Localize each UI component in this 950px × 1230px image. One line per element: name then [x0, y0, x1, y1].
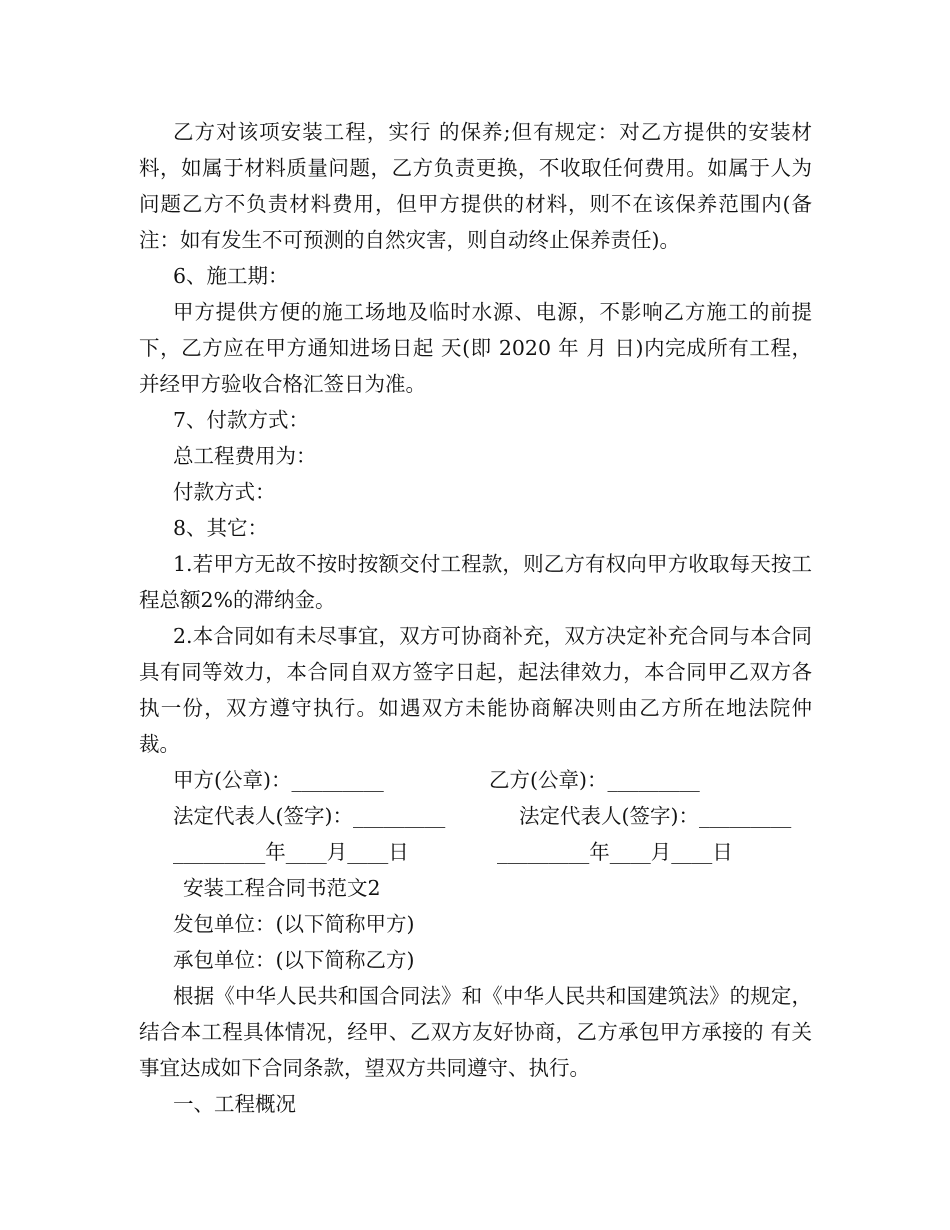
issuing-party-line: 发包单位：(以下简称甲方) — [173, 912, 415, 936]
party-a-date-line: _________年____月____日 — [173, 840, 409, 864]
section-6-heading: 6、施工期： — [173, 264, 289, 288]
total-cost-line: 总工程费用为： — [173, 444, 317, 468]
clause-2: 2.本合同如有未尽事宜，双方可协商补充，双方决定补充合同与本合同具有同等效力，本合同自双方签字日起，起法律效力，本合同甲乙双方各执一份，双方遵守执行。如遇双方未能协商解决则由乙方所在地法院仲裁。 — [139, 624, 812, 756]
party-a-representative-line: 法定代表人(签字)：_________ — [173, 804, 446, 828]
part-1-heading: 一、工程概况 — [173, 1092, 296, 1116]
clause-1: 1.若甲方无故不按时按额交付工程款，则乙方有权向甲方收取每天按工程总额2%的滞纳金。 — [139, 552, 812, 612]
section-8-heading: 8、其它： — [173, 516, 269, 540]
party-b-seal-line: 乙方(公章)：_________ — [489, 768, 700, 792]
party-a-seal-line: 甲方(公章)：_________ — [173, 768, 384, 792]
warranty-paragraph: 乙方对该项安装工程，实行 的保养;但有规定：对乙方提供的安装材料，如属于材料质量问题，乙方负责更换，不收取任何费用。如属于人为问题乙方不负责材料费用，但甲方提供的材料，则不在该保养范围内(备注：如有发生不可预测的自然灾害，则自动终止保养责任)。 — [139, 120, 812, 252]
section-6-body: 甲方提供方便的施工场地及临时水源、电源，不影响乙方施工的前提下，乙方应在甲方通知进场日起 天(即 2020 年 月 日)内完成所有工程，并经甲方验收合格汇签日为准。 — [139, 300, 812, 396]
section-7-heading: 7、付款方式： — [173, 408, 310, 432]
party-b-representative-line: 法定代表人(签字)：_________ — [519, 804, 792, 828]
party-b-date-line: _________年____月____日 — [497, 840, 733, 864]
basis-paragraph: 根据《中华人民共和国合同法》和《中华人民共和国建筑法》的规定，结合本工程具体情况，经甲、乙双方友好协商，乙方承包甲方承接的 有关事宜达成如下合同条款，望双方共同遵守、执行。 — [139, 984, 812, 1080]
template-2-title: 安装工程合同书范文2 — [183, 876, 381, 900]
contracting-party-line: 承包单位：(以下简称乙方) — [173, 948, 415, 972]
payment-method-line: 付款方式： — [173, 480, 276, 504]
